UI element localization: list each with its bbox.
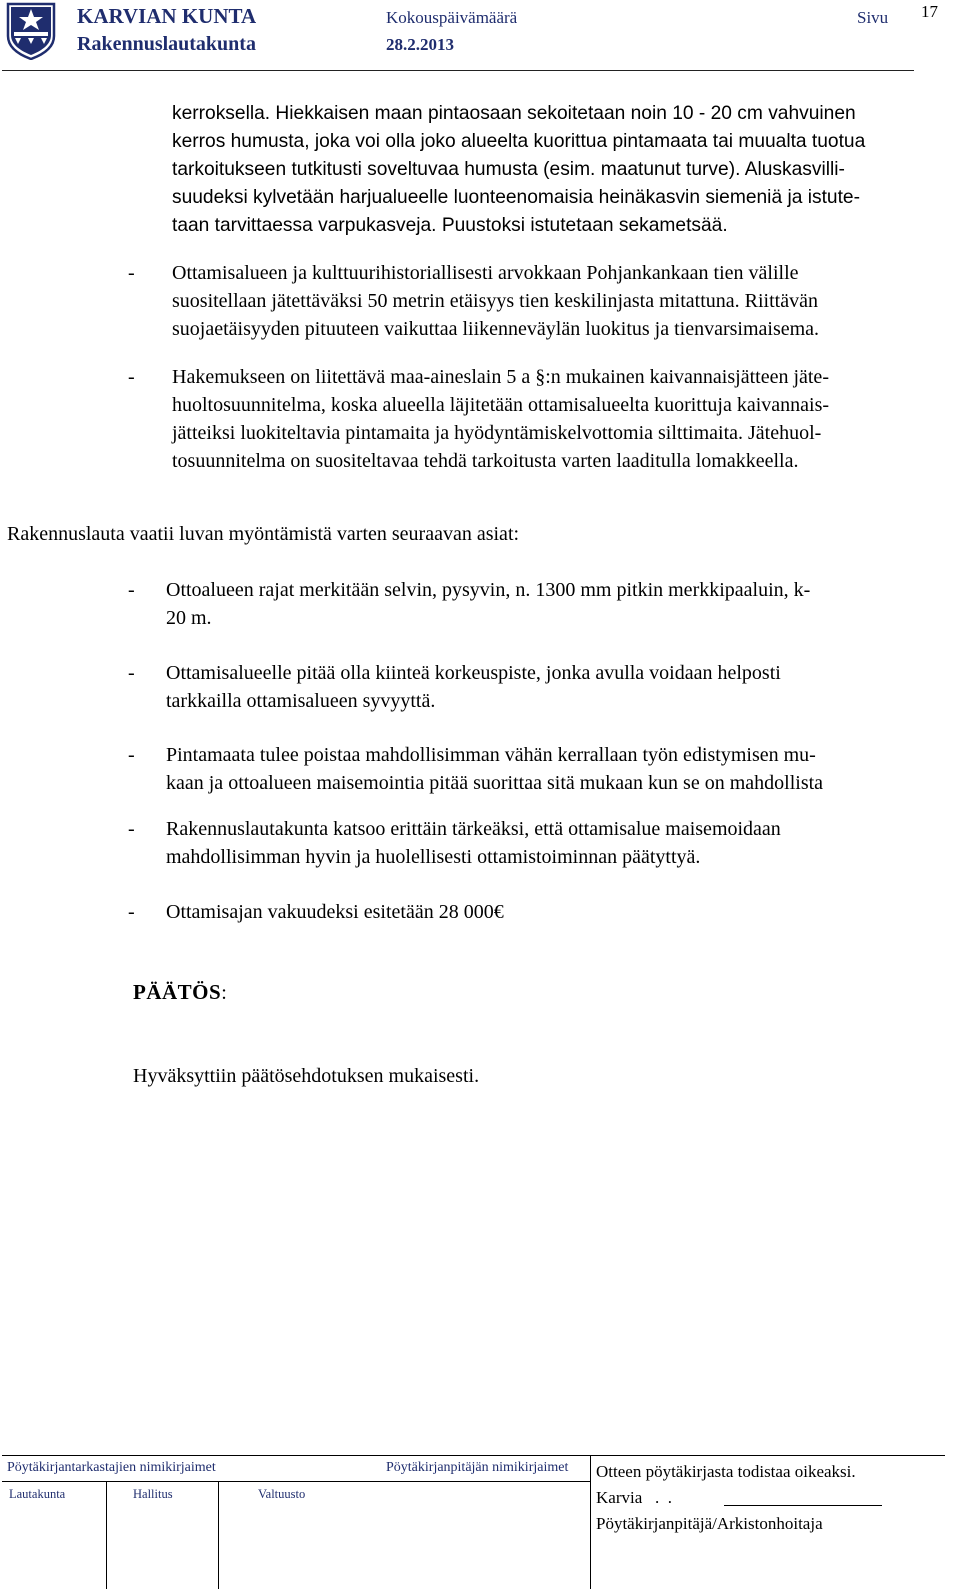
requirement-item [166, 576, 926, 632]
certification-place-date [596, 1485, 856, 1511]
bullet-paragraph [172, 363, 940, 475]
requirement-line: Ottamisalueelle pitää olla kiinteä korkeuspiste, jonka avulla voidaan helposti [166, 662, 781, 684]
column-valtuusto: Valtuusto [258, 1487, 306, 1501]
requirement-line: Ottamisajan vakuudeksi esitetään 28 000€ [166, 901, 504, 923]
requirement-dash: - [128, 901, 135, 923]
requirement-line: kaan ja ottoalueen maisemointia pitää suorittaa sitä mukaan kun se on mahdollista [166, 772, 824, 794]
requirement-line: Rakennuslautakunta katsoo erittäin tärkeäksi, että ottamisalue maisemoidaan [166, 818, 781, 840]
keeper-initials-label: Pöytäkirjanpitäjän nimikirjaimet [386, 1460, 569, 1475]
board-name: Rakennuslautakunta [77, 33, 256, 55]
intro-line: taan tarvittaessa varpukasveja. Puustoksi istutetaan sekametsää. [172, 215, 728, 236]
footer-inner-divider [2, 1481, 590, 1482]
meeting-date-value: 28.2.2013 [386, 35, 454, 54]
footer-divider [2, 1455, 945, 1456]
footer-column-separator [106, 1481, 107, 1589]
intro-paragraph [172, 100, 940, 240]
column-lautakunta: Lautakunta [9, 1487, 66, 1501]
bullet-line: Ottamisalueen ja kulttuurihistoriallisesti arvokkaan Pohjankankaan tien välille [172, 262, 799, 284]
requirement-dash: - [128, 662, 135, 684]
certification-line: Karvia . . [596, 1488, 673, 1507]
reviewers-initials-label: Pöytäkirjantarkastajien nimikirjaimet [7, 1460, 216, 1475]
page-label: Sivu [857, 8, 889, 27]
intro-line: kerroksella. Hiekkaisen maan pintaosaan sekoitetaan noin 10 - 20 cm vahvuinen [172, 103, 856, 124]
requirement-dash: - [128, 744, 135, 766]
meeting-date-label: Kokouspäivämäärä [386, 8, 518, 27]
column-hallitus: Hallitus [133, 1487, 173, 1501]
bullet-line: huoltosuunnitelma, koska alueella läjitetään ottamisalueelta kuorittuja kaivannais- [172, 394, 830, 416]
organization-name: KARVIAN KUNTA [77, 4, 257, 28]
bullet-dash: - [128, 262, 135, 284]
requirement-item [166, 741, 946, 797]
intro-line: kerros humusta, joka voi olla joko alueelta kuorittua pintamaata tai muualta tuotua [172, 131, 866, 152]
page-number: 17 [921, 2, 938, 21]
footer-column-separator [218, 1481, 219, 1589]
bullet-line: jätteiksi luokiteltavia pintamaita ja hyödyntämiskelvottomia silttimaita. Jätehuol- [172, 422, 822, 444]
requirement-line: mahdollisimman hyvin ja huolellisesti ottamistoiminnan päätyttyä. [166, 846, 701, 868]
bullet-line: tosuunnitelma on suositeltavaa tehdä tarkoitusta varten laaditulla lomakkeella. [172, 450, 799, 472]
requirement-line: 20 m. [166, 607, 212, 629]
requirement-dash: - [128, 579, 135, 601]
requirement-item [166, 659, 926, 715]
signature-line [724, 1505, 882, 1506]
requirement-line: Pintamaata tulee poistaa mahdollisimman vähän kerrallaan työn edistymisen mu- [166, 744, 816, 766]
certification-line: Otteen pöytäkirjasta todistaa oikeaksi. [596, 1462, 856, 1481]
decision-colon: : [221, 982, 227, 1004]
decision-text: Hyväksyttiin päätösehdotuksen mukaisesti. [133, 1065, 480, 1087]
bullet-line: suositellaan jätettäväksi 50 metrin etäisyys tien keskilinjasta mitattuna. Riittävän [172, 290, 818, 312]
certification-block [596, 1459, 856, 1537]
municipal-crest-icon [6, 2, 56, 60]
footer-column-separator [590, 1455, 591, 1589]
header-divider [2, 70, 914, 71]
certification-line: Pöytäkirjanpitäjä/Arkistonhoitaja [596, 1514, 823, 1533]
requirement-line: tarkkailla ottamisalueen syvyyttä. [166, 690, 436, 712]
intro-line: suudeksi kylvetään harjualueelle luonteenomaisia heinäkasvin siemeniä ja istute- [172, 187, 860, 208]
bullet-line: suojaetäisyyden pituuteen vaikuttaa liikenneväylän luokitus ja tienvarsimaisema. [172, 318, 820, 340]
bullet-paragraph [172, 259, 940, 343]
requirement-dash: - [128, 818, 135, 840]
decision-heading [133, 980, 227, 1005]
requirement-item [166, 815, 926, 871]
requirement-line: Ottoalueen rajat merkitään selvin, pysyvin, n. 1300 mm pitkin merkkipaaluin, k- [166, 579, 811, 601]
requirements-intro: Rakennuslauta vaatii luvan myöntämistä varten seuraavan asiat: [7, 523, 520, 545]
intro-line: tarkoitukseen tutkitusti soveltuvaa humusta (esim. maatunut turve). Aluskasvilli- [172, 159, 845, 180]
decision-title: PÄÄTÖS [133, 980, 222, 1004]
bullet-line: Hakemukseen on liitettävä maa-aineslain 5 a §:n mukainen kaivannaisjätteen jäte- [172, 366, 829, 388]
bullet-dash: - [128, 366, 135, 388]
requirement-item [166, 898, 926, 926]
